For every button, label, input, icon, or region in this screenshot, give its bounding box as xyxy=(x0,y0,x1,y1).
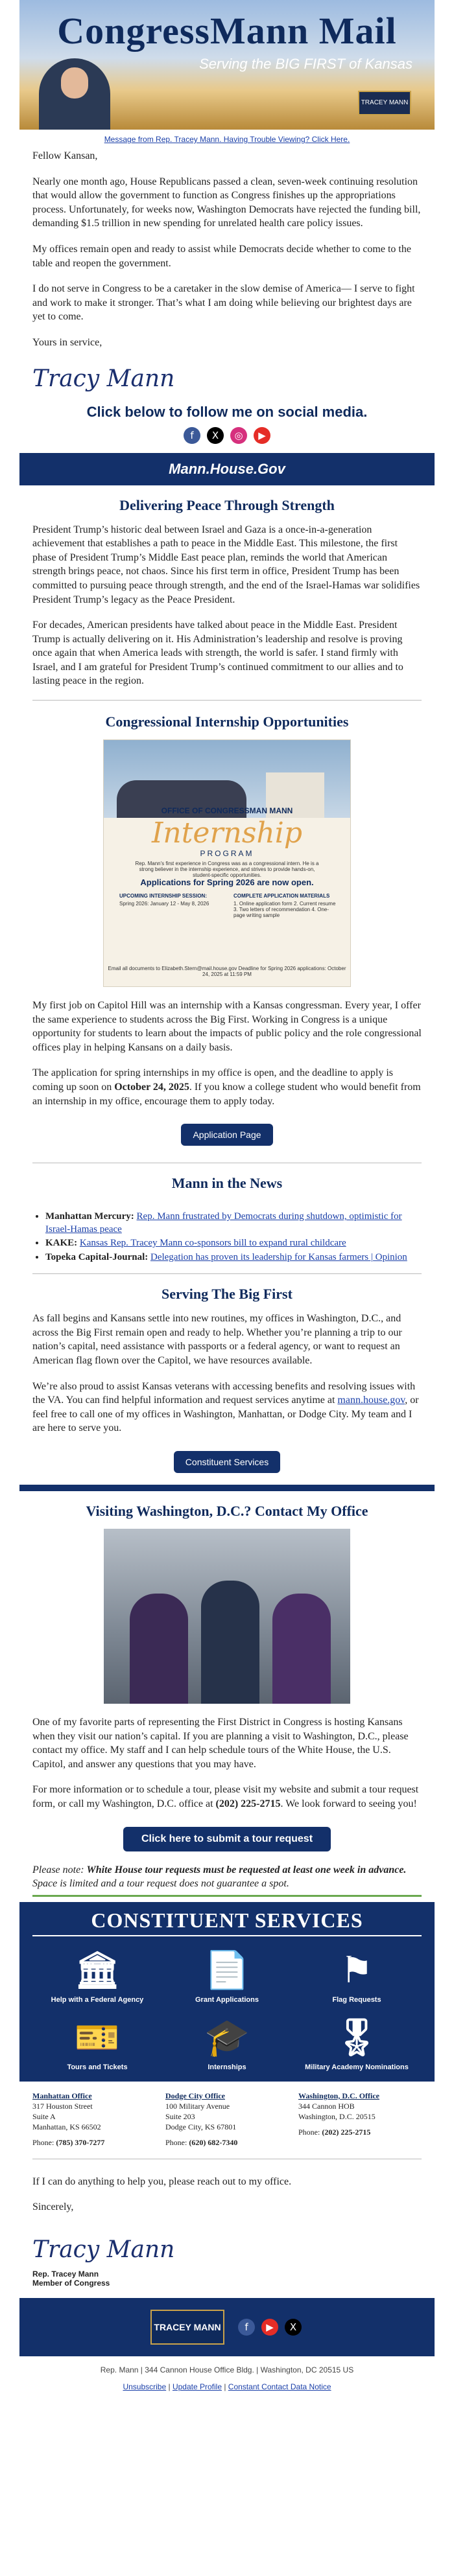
congressman-portrait xyxy=(39,58,110,130)
office-address-line: 344 Cannon HOB xyxy=(298,2101,355,2111)
office-washington xyxy=(298,2091,422,2148)
office-address-line: Dodge City, KS 67801 xyxy=(165,2122,237,2132)
news-list xyxy=(19,1211,435,1264)
service-internships[interactable] xyxy=(165,2013,289,2071)
office-locations xyxy=(19,2082,435,2153)
closing-section xyxy=(19,2168,435,2233)
office-phone: (202) 225-2715 xyxy=(322,2128,371,2137)
internship-section-title: Congressional Internship Opportunities xyxy=(105,714,349,730)
service-label: Military Academy Nominations xyxy=(305,2063,409,2071)
visiting-p2-start: For more information or to schedule a tour, please visit my website and submit a tour request form, or call my Washington, D.C. office at xyxy=(32,1784,419,1809)
flyer-office-title: OFFICE OF CONGRESSMAN MANN xyxy=(161,806,293,816)
serving-paragraph-2 xyxy=(32,1380,422,1435)
services-title: CONSTITUENT SERVICES xyxy=(32,1909,422,1936)
news-link[interactable]: Rep. Mann frustrated by Democrats during shutdown, optimistic for Israel-Hamas peace xyxy=(45,1211,402,1235)
internship-deadline: October 24, 2025 xyxy=(114,1082,189,1093)
serving-paragraph-1: As fall begins and Kansans settle into new routines, my offices in Washington, D.C., and across the Big First remain open and ready to help. Whether you’re planning a trip to our nation’s capital, need assistance with passports or a federal agency, or want to request an American flag flown over the Capitol, we have resources available. xyxy=(32,1313,402,1366)
footer-address: Rep. Mann | 344 Cannon House Office Bldg. | Washington, DC 20515 US xyxy=(100,2365,354,2374)
flyer-program-word: PROGRAM xyxy=(200,849,254,859)
tour-note xyxy=(19,1863,435,1891)
website-bar xyxy=(19,453,435,485)
office-phone: (620) 682-7340 xyxy=(189,2138,238,2148)
visiting-paragraph-2 xyxy=(32,1783,422,1811)
phone-label: Phone: xyxy=(32,2138,54,2148)
intro-paragraph-1: Nearly one month ago, House Republicans passed a clean, seven-week continuing resolution that would allow the government to function as Congress finishes up the appropriations process. Unfortunately, for weeks now, Washington Democrats have rejected the funding bill, demanding $1.5 trillion in new spending for unrelated health care policy issues. xyxy=(32,176,421,229)
serving-section-title: Serving The Big First xyxy=(161,1286,293,1303)
news-outlet: Manhattan Mercury: xyxy=(45,1211,134,1222)
intro-section xyxy=(19,149,435,350)
intro-paragraph-3: I do not serve in Congress to be a caretaker in the slow demise of America— I serve to fight and work to make it stronger. That’s what I am doing while believing our brightest days are yet to come. xyxy=(32,283,415,323)
phone-label: Phone: xyxy=(298,2128,320,2137)
facebook-icon[interactable]: f xyxy=(184,427,200,444)
website-link[interactable]: Mann.House.Gov xyxy=(169,460,285,477)
footer-logo: TRACEY MANN xyxy=(150,2310,224,2345)
flyer-session-title: UPCOMING INTERNSHIP SESSION: xyxy=(119,893,207,899)
office-address-line: Suite 203 xyxy=(165,2112,195,2122)
update-profile-link[interactable]: Update Profile xyxy=(172,2382,222,2391)
capitol-icon: 🏛 xyxy=(74,1949,121,1991)
internship-p2-start: The application for spring internships in my office is open, and the deadline to apply is coming up soon on xyxy=(32,1067,394,1093)
flyer-materials-list: 1. Online application form 2. Current resume 3. Two letters of recommendation 4. One-page writing sample xyxy=(233,901,336,919)
office-address-line: 100 Military Avenue xyxy=(165,2101,230,2111)
newsletter-title: CongressMann Mail xyxy=(57,10,397,52)
social-heading: Click below to follow me on social media. xyxy=(86,403,368,420)
news-section-title: Mann in the News xyxy=(171,1175,283,1192)
service-label: Flag Requests xyxy=(332,1995,381,2004)
youtube-icon[interactable]: ▶ xyxy=(254,427,270,444)
facebook-icon[interactable]: f xyxy=(238,2319,255,2336)
closing-signature: Tracy Mann xyxy=(32,2236,175,2263)
dc-phone: (202) 225-2715 xyxy=(215,1798,281,1809)
office-name[interactable]: Dodge City Office xyxy=(165,2091,225,2100)
footer-band xyxy=(19,2298,435,2356)
flyer-applications-open: Applications for Spring 2026 are now open. xyxy=(140,877,314,888)
office-address-line: Washington, D.C. 20515 xyxy=(298,2112,376,2122)
medal-icon: 🎖 xyxy=(333,2016,380,2059)
office-phone-line xyxy=(32,2137,156,2148)
office-phone-line xyxy=(298,2127,422,2137)
peace-paragraph-2: For decades, American presidents have talked about peace in the Middle East. President Trump is actually delivering on it. His Administration’s leadership and resolve is proving once again that when America leads with strength, the world is safer. I stand firmly with Israel, and I am grateful for President Trump’s continued commitment to our allies and to lasting peace in the region. xyxy=(32,620,403,687)
office-address-line: Suite A xyxy=(32,2112,56,2122)
peace-paragraph-1: President Trump’s historic deal between Israel and Gaza is a once-in-a-generation achievement that establishes a path to peace in the Middle East. This milestone, the first phase of President Trump’s Middle East peace plan, reminds the world that American strength brings peace, not chaos. Since his first term in office, President Trump has been committed to pursuing peace through strength, and the end of the Israel-Hamas war solidifies President Trump’s legacy as the Peace President. xyxy=(32,524,420,605)
visiting-section-title: Visiting Washington, D.C.? Contact My Office xyxy=(86,1502,368,1519)
flyer-description: Rep. Mann's first experience in Congress was as a congressional intern. He is a strong believer in the internship experience, and strives to provide hands-on, student-specific opportunities. xyxy=(135,861,319,879)
application-page-button[interactable]: Application Page xyxy=(181,1124,272,1146)
closing-name: Rep. Tracey Mann xyxy=(32,2269,99,2279)
youtube-icon[interactable]: ▶ xyxy=(261,2319,278,2336)
flyer-internship-word: Internship xyxy=(152,817,302,850)
photo-person xyxy=(272,1594,331,1704)
divider xyxy=(32,1273,422,1274)
closing-name-block xyxy=(19,2269,435,2298)
internship-paragraph-2 xyxy=(32,1066,422,1108)
photo-person xyxy=(130,1594,188,1704)
services-row xyxy=(19,1945,435,2004)
closing-role: Member of Congress xyxy=(32,2278,110,2288)
data-notice-link[interactable]: Constant Contact Data Notice xyxy=(228,2382,331,2391)
internship-flyer xyxy=(103,739,351,987)
service-label: Tours and Tickets xyxy=(67,2063,128,2071)
serving-p2-start: We’re also proud to assist Kansas veterans with accessing benefits and resolving issues with the VA. You can find helpful information and request services anytime at xyxy=(32,1380,416,1406)
news-link[interactable]: Delegation has proven its leadership for Kansas farmers | Opinion xyxy=(150,1251,407,1262)
serving-p2-end: , or feel free to call one of my offices in Washington, Manhattan, or Dodge City. My team and I are here to serve you. xyxy=(32,1395,419,1434)
service-label: Internships xyxy=(208,2063,246,2071)
services-row xyxy=(19,2013,435,2071)
news-item xyxy=(45,1211,409,1236)
visiting-paragraph-1: One of my favorite parts of representing the First District in Congress is hosting Kansans when they visit our nation’s capital. If you are planning a visit to Washington, D.C., please contact my office. My staff and I can help schedule tours of the White House, the U.S. Capitol, and answer any questions that you may have. xyxy=(32,1716,409,1770)
service-tours[interactable] xyxy=(36,2013,159,2071)
flyer-footer: Email all documents to Elizabeth.Stern@mail.house.gov Deadline for Spring 2026 applications: October 24, 2025 at 11:59 PM xyxy=(108,966,346,978)
closing-paragraph: If I can do anything to help you, please reach out to my office. xyxy=(32,2176,292,2187)
intro-closing: Yours in service, xyxy=(32,336,102,348)
internship-p2-end: . If you know a college student who would benefit from an internship in my office, encourage them to apply today. xyxy=(32,1082,421,1107)
header-banner xyxy=(19,0,435,130)
green-divider xyxy=(32,1895,422,1897)
office-phone-line xyxy=(165,2137,289,2148)
section-divider-bar xyxy=(19,1485,435,1491)
service-federal-agency[interactable] xyxy=(36,1945,159,2004)
news-outlet: KAKE: xyxy=(45,1238,78,1249)
note-rest: Space is limited and a tour request does not guarantee a spot. xyxy=(32,1878,289,1890)
constituent-services-panel xyxy=(19,1902,435,2082)
x-icon[interactable]: X xyxy=(207,427,224,444)
visiting-section xyxy=(19,1715,435,1811)
flyer-session-dates: Spring 2026: January 12 - May 8, 2026 xyxy=(119,901,209,907)
capitol-visit-photo xyxy=(104,1529,350,1704)
news-item xyxy=(45,1237,409,1250)
note-label: Please note: xyxy=(32,1864,84,1875)
service-flags[interactable] xyxy=(295,1945,418,2004)
divider xyxy=(32,700,422,701)
office-address-line: 317 Houston Street xyxy=(32,2101,93,2111)
flag-icon: ⚑ xyxy=(340,1949,374,1991)
service-grants[interactable] xyxy=(165,1945,289,2004)
document-icon: 📄 xyxy=(204,1949,250,1991)
flyer-materials-column xyxy=(233,893,337,918)
instagram-icon[interactable]: ◎ xyxy=(230,427,247,444)
intro-paragraph-2: My offices remain open and ready to assist while Democrats decide whether to come to the table and reopen the government. xyxy=(32,243,411,269)
internship-section xyxy=(19,999,435,1108)
office-phone: (785) 370-7277 xyxy=(56,2138,105,2148)
view-online-bar xyxy=(19,130,435,149)
news-item xyxy=(45,1251,409,1264)
visiting-p2-end: . We look forward to seeing you! xyxy=(280,1798,417,1809)
service-academy-nominations[interactable] xyxy=(295,2013,418,2071)
serving-section xyxy=(19,1312,435,1435)
news-outlet: Topeka Capital-Journal: xyxy=(45,1251,149,1262)
portrait-face xyxy=(61,67,88,99)
closing-sincerely: Sincerely, xyxy=(32,2201,74,2213)
newsletter-tagline: Serving the BIG FIRST of Kansas xyxy=(199,56,412,72)
signature: Tracy Mann xyxy=(32,365,175,392)
social-icons xyxy=(19,427,435,453)
peace-section xyxy=(19,523,435,689)
application-button-row xyxy=(19,1120,435,1157)
office-dodge-city xyxy=(165,2091,289,2148)
email-container xyxy=(19,0,435,2356)
footer-links: Unsubscribe | Update Profile | Constant Contact Data Notice xyxy=(123,2382,331,2391)
news-link[interactable]: Kansas Rep. Tracey Mann co-sponsors bill to expand rural childcare xyxy=(79,1238,346,1249)
office-name[interactable]: Manhattan Office xyxy=(32,2091,92,2100)
x-icon[interactable]: X xyxy=(285,2319,302,2336)
office-manhattan xyxy=(32,2091,156,2148)
photo-person xyxy=(201,1581,259,1704)
flyer-materials-title: COMPLETE APPLICATION MATERIALS xyxy=(233,893,330,899)
flyer-session-column xyxy=(119,893,223,907)
tour-request-button[interactable]: Click here to submit a tour request xyxy=(123,1827,331,1851)
header-logo-badge: TRACEY MANN xyxy=(358,91,411,115)
internship-paragraph-1: My first job on Capitol Hill was an internship with a Kansas congressman. Every year, I offer the same experience to students across the Big First. Working in Congress is a unique opportunity for students to learn about the impacts of public policy and the role congressional offices play in helping Kansans on a daily basis. xyxy=(32,1000,422,1053)
mann-house-gov-link[interactable]: mann.house.gov xyxy=(337,1395,405,1406)
ticket-icon: 🎫 xyxy=(75,2016,120,2059)
tour-button-row xyxy=(19,1823,435,1863)
service-label: Grant Applications xyxy=(195,1995,259,2004)
note-bold: White House tour requests must be requested at least one week in advance. xyxy=(86,1864,407,1875)
greeting: Fellow Kansan, xyxy=(32,150,98,161)
services-button-row xyxy=(19,1447,435,1485)
graduation-cap-icon: 🎓 xyxy=(204,2016,250,2059)
phone-label: Phone: xyxy=(165,2138,187,2148)
constituent-services-button[interactable]: Constituent Services xyxy=(174,1451,280,1473)
view-online-link[interactable]: Message from Rep. Tracey Mann. Having Trouble Viewing? Click Here. xyxy=(104,135,350,144)
office-name[interactable]: Washington, D.C. Office xyxy=(298,2091,380,2100)
unsubscribe-link[interactable]: Unsubscribe xyxy=(123,2382,167,2391)
service-label: Help with a Federal Agency xyxy=(51,1995,144,2004)
peace-section-title: Delivering Peace Through Strength xyxy=(119,496,335,513)
office-address-line: Manhattan, KS 66502 xyxy=(32,2122,101,2132)
